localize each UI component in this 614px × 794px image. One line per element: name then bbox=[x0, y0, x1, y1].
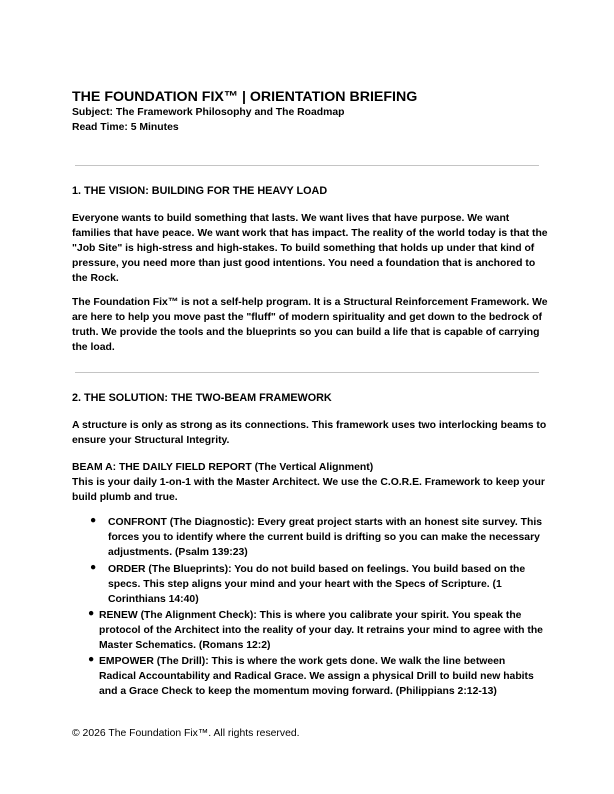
beam-a-heading: BEAM A: THE DAILY FIELD REPORT (The Vertical Alignment) bbox=[72, 462, 374, 473]
section-heading-solution: 2. THE SOLUTION: THE TWO-BEAM FRAMEWORK bbox=[72, 392, 332, 404]
list-item bbox=[88, 608, 550, 653]
document-title: THE FOUNDATION FIX™ | ORIENTATION BRIEFING bbox=[72, 89, 418, 105]
vision-paragraph-1: Everyone wants to build something that lasts. We want lives that have purpose. We want families that have peace. We want work that has impact. The reality of the world today is that the "Job Site" is high-stress and high-stakes. To build something that holds up under that kind of pressure, you need more than just good intentions. You need a foundation that is anchored to the Rock. bbox=[72, 213, 548, 284]
subject-line: Subject: The Framework Philosophy and The Roadmap bbox=[72, 107, 345, 118]
vision-paragraph-2: The Foundation Fix™ is not a self-help program. It is a Structural Reinforcement Framework. We are here to help you move past the "fluff" of modern spirituality and get down to the bedrock of truth. We provide the tools and the blueprints so you can build a life that is capable of carrying the load. bbox=[72, 297, 548, 353]
solution-intro: A structure is only as strong as its connections. This framework uses two interlocking beams to ensure your Structural Integrity. bbox=[72, 420, 547, 446]
bullet-icon: ● bbox=[88, 608, 95, 619]
list-item-text: ORDER (The Blueprints): You do not build based on feelings. You build based on the specs. This step aligns your mind and your heart with the Specs of Scripture. (1 Corinthians 14:40) bbox=[108, 564, 526, 605]
divider bbox=[75, 372, 539, 373]
divider bbox=[75, 165, 539, 166]
bullet-icon: ● bbox=[90, 562, 97, 573]
bullet-icon: ● bbox=[90, 515, 97, 526]
bullet-icon: ● bbox=[88, 654, 95, 665]
list-item-text: CONFRONT (The Diagnostic): Every great project starts with an honest site survey. This forces you to identify where the current build is drifting so you can make the necessary adjustments. (Psalm 139:23) bbox=[108, 517, 542, 558]
beam-a-text: This is your daily 1-on-1 with the Master Architect. We use the C.O.R.E. Framework to keep your build plumb and true. bbox=[72, 477, 545, 503]
read-time: Read Time: 5 Minutes bbox=[72, 122, 179, 133]
list-item bbox=[90, 515, 550, 560]
list-item bbox=[88, 654, 550, 699]
core-framework-list bbox=[90, 515, 550, 699]
list-item bbox=[90, 562, 550, 607]
list-item-text: RENEW (The Alignment Check): This is where you calibrate your spirit. You speak the protocol of the Architect into the reality of your day. It retrains your mind to agree with the Master Schematics. (Romans 12:2) bbox=[99, 610, 543, 651]
section-heading-vision: 1. THE VISION: BUILDING FOR THE HEAVY LOAD bbox=[72, 185, 328, 197]
copyright-footer: © 2026 The Foundation Fix™. All rights reserved. bbox=[72, 728, 300, 739]
list-item-text: EMPOWER (The Drill): This is where the work gets done. We walk the line between Radical Accountability and Radical Grace. We assign a physical Drill to build new habits and a Grace Check to keep the momentum moving forward. (Philippians 2:12-13) bbox=[99, 656, 534, 697]
